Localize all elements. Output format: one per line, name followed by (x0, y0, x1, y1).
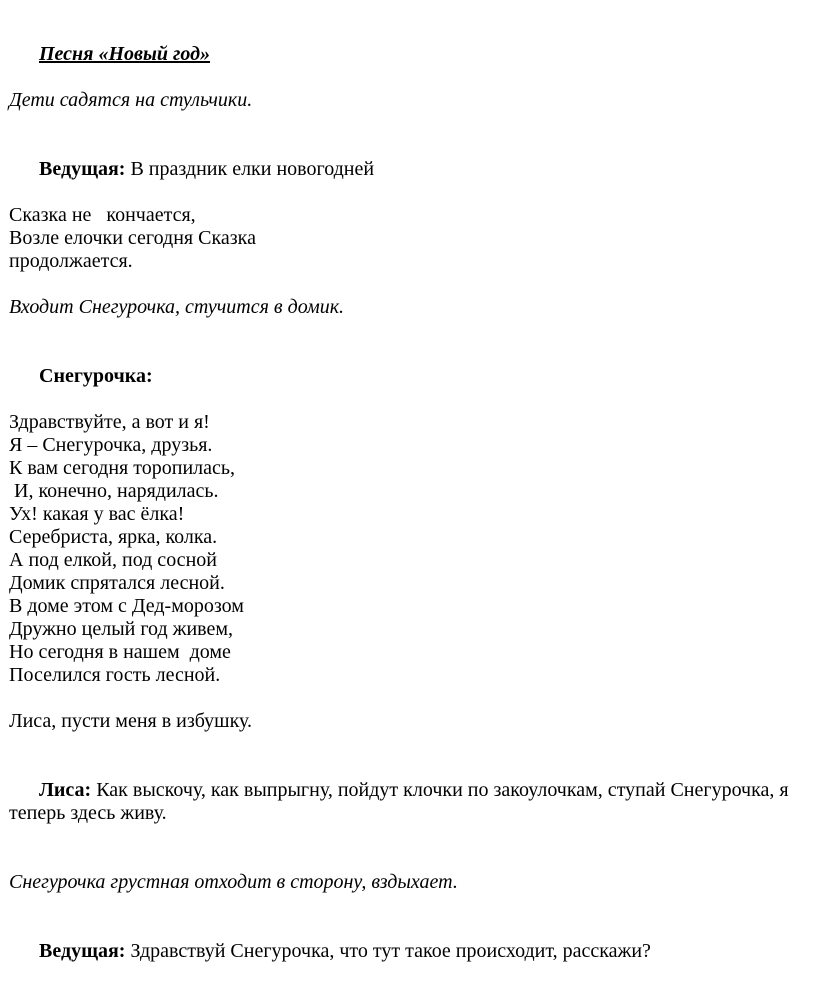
host-speech-text-1: В праздник елки новогодней (125, 158, 375, 180)
stage-direction-children-sit: Дети садятся на стульчики. (9, 89, 253, 111)
snegurochka-request: Лиса, пусти меня в избушку. (9, 710, 253, 732)
snegurochka-verse-line: К вам сегодня торопилась, (9, 457, 235, 479)
song-title-line (9, 20, 806, 89)
host-speech2-block (9, 917, 806, 986)
snegurochka-verse-line: И, конечно, нарядилась. (9, 480, 219, 502)
snegurochka-verse-line: А под елкой, под сосной (9, 549, 217, 571)
snegurochka-verse-line: Дружно целый год живем, (9, 618, 234, 640)
speaker-name-host: Ведущая: (39, 158, 126, 180)
snegurochka-speech-block (9, 342, 806, 687)
snegurochka-verse-line: В доме этом с Дед-морозом (9, 595, 244, 617)
speaker-line-snegurochka (9, 342, 806, 411)
host-speech2-text: Здравствуй Снегурочка, что тут такое происходит, расскажи? (125, 940, 651, 962)
stage-direction-sad-block (9, 871, 806, 894)
snegurochka-verse-line: Домик спрятался лесной. (9, 572, 225, 594)
snegurochka-verse-line: Здравствуйте, а вот и я! (9, 411, 210, 433)
fox-speech-block (9, 756, 806, 848)
stage-direction-sad: Снегурочка грустная отходит в сторону, вздыхает. (9, 871, 458, 893)
song-title: Песня «Новый год» (39, 43, 210, 65)
title-block (9, 20, 806, 112)
fox-speech-text: Как выскочу, как выпрыгну, пойдут клочки по закоулочкам, ступай Снегурочка, я теперь здесь живу. (9, 779, 794, 824)
host-speech-line-1 (9, 135, 806, 204)
fox-speech (9, 756, 806, 848)
stage-direction-enter: Входит Снегурочка, стучится в домик. (9, 296, 345, 318)
speaker-name-fox: Лиса: (39, 779, 92, 801)
speaker-name-host-2: Ведущая: (39, 940, 126, 962)
snegurochka-verse-line: Я – Снегурочка, друзья. (9, 434, 213, 456)
host-speech-line-3: Возле елочки сегодня Сказка (9, 227, 256, 249)
host-speech-block (9, 135, 806, 273)
speaker-name-snegurochka: Снегурочка: (39, 365, 153, 387)
stage-direction-enter-block (9, 296, 806, 319)
snegurochka-verse-line: Но сегодня в нашем доме (9, 641, 231, 663)
snegurochka-request-block (9, 710, 806, 733)
host-speech-2 (9, 917, 806, 986)
host-speech-line-2: Сказка не кончается, (9, 204, 196, 226)
snegurochka-verse-line: Ух! какая у вас ёлка! (9, 503, 185, 525)
snegurochka-verse-line: Серебриста, ярка, колка. (9, 526, 218, 548)
host-speech-line-4: продолжается. (9, 250, 133, 272)
snegurochka-verse-line: Поселился гость лесной. (9, 664, 221, 686)
